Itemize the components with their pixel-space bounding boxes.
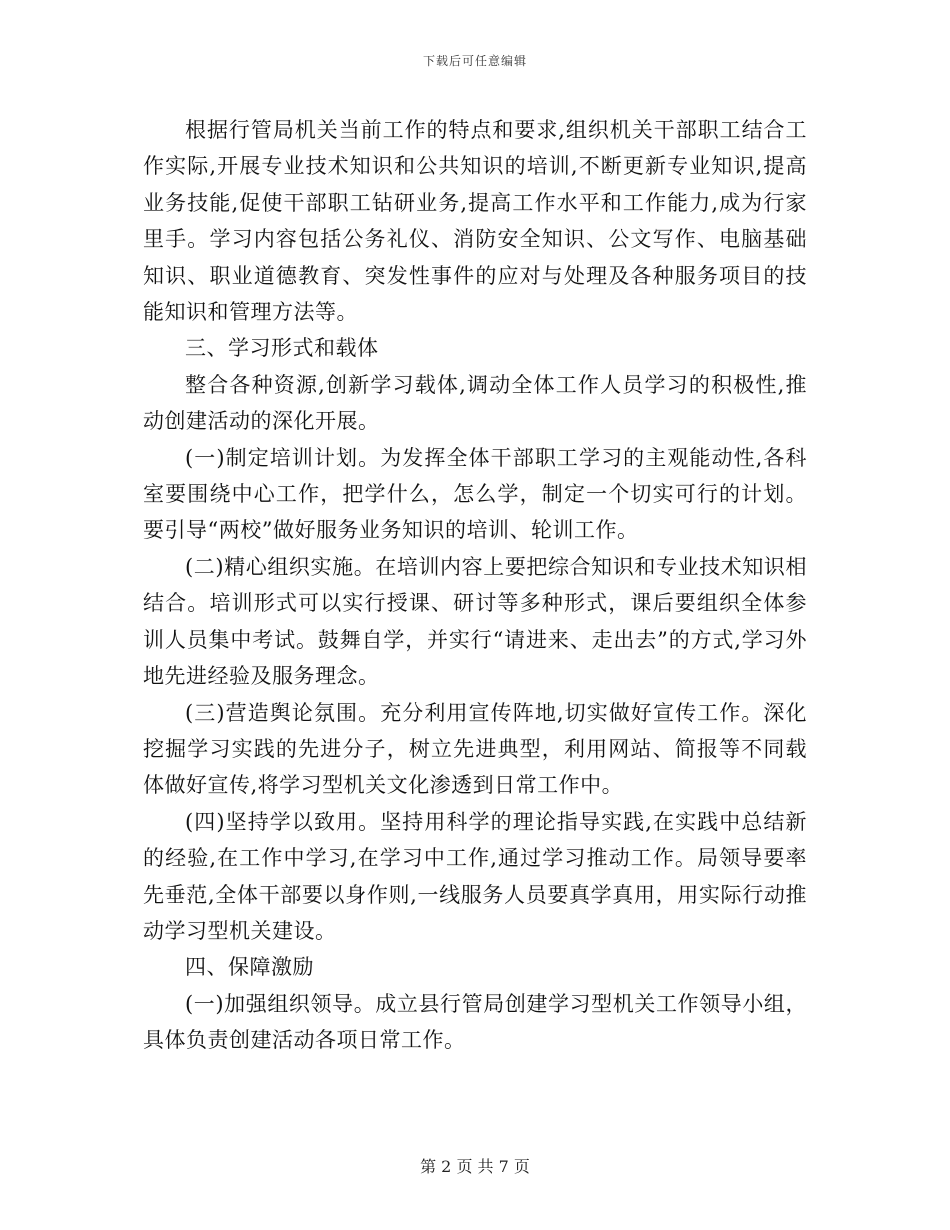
page-number-label: 第 2 页 共 7 页 — [420, 1157, 530, 1176]
paragraph-integrate-resources: 整合各种资源,创新学习载体,调动全体工作人员学习的积极性,推动创建活动的深化开展。 — [143, 372, 807, 434]
paragraph-training-content: 根据行管局机关当前工作的特点和要求,组织机关干部职工结合工作实际,开展专业技术知识和公共知识的培训,不断更新专业知识,提高业务技能,促使干部职工钻研业务,提高工作水平和工作能力,成为行家里手。学习内容包括公务礼仪、消防安全知识、公文写作、电脑基础知识、职业道德教育、突发性事件的应对与处理及各种服务项目的技能知识和管理方法等。 — [143, 118, 807, 325]
paragraph-apply-learning: (四)坚持学以致用。坚持用科学的理论指导实践,在实践中总结新的经验,在工作中学习,在学习中工作,通过学习推动工作。局领导要率先垂范,全体干部要以身作则,一线服务人员要真学真用，用实际行动推动学习型机关建设。 — [143, 809, 807, 943]
page-footer — [0, 1154, 950, 1177]
page-header-note: 下载后可任意编辑 — [422, 54, 527, 68]
paragraph-organizational-leadership: (一)加强组织领导。成立县行管局创建学习型机关工作领导小组，具体负责创建活动各项日常工作。 — [143, 991, 807, 1053]
document-body — [143, 112, 807, 1059]
paragraph-training-plan: (一)制定培训计划。为发挥全体干部职工学习的主观能动性,各科室要围绕中心工作，把学什么，怎么学，制定一个切实可行的计划。要引导“两校”做好服务业务知识的培训、轮训工作。 — [143, 445, 807, 543]
section-heading-learning-forms: 三、学习形式和载体 — [185, 336, 379, 361]
paragraph-public-opinion: (三)营造舆论氛围。充分利用宣传阵地,切实做好宣传工作。深化挖掘学习实践的先进分子，树立先进典型，利用网站、简报等不同载体做好宣传,将学习型机关文化渗透到日常工作中。 — [143, 700, 807, 798]
paragraph-organize-implementation: (二)精心组织实施。在培训内容上要把综合知识和专业技术知识相结合。培训形式可以实行授课、研讨等多种形式，课后要组织全体参训人员集中考试。鼓舞自学，并实行“请进来、走出去”的方式,学习外地先进经验及服务理念。 — [143, 554, 807, 689]
section-heading-guarantee: 四、保障激励 — [185, 955, 314, 980]
